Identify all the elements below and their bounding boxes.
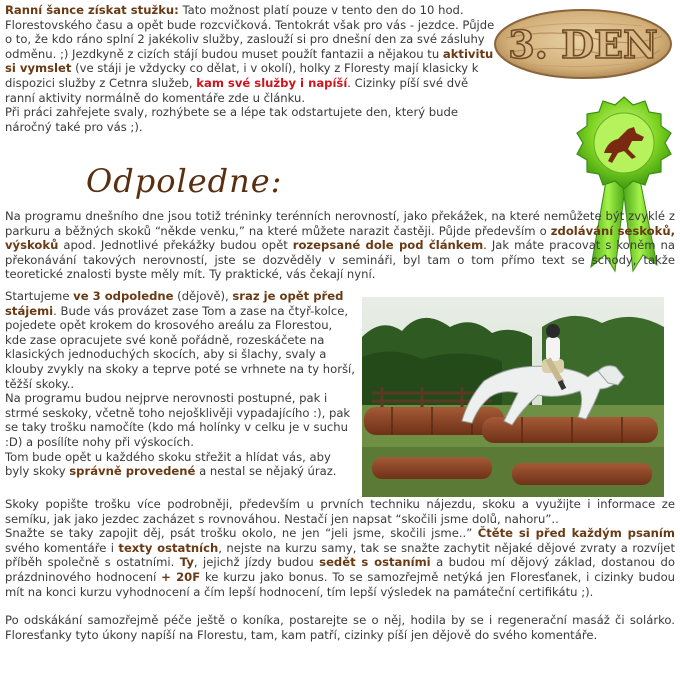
story-text: svého komentáře i — [5, 540, 119, 555]
wood-badge-icon — [492, 8, 674, 80]
day-badge — [492, 8, 674, 80]
tom-highlight: správně provedené — [69, 464, 196, 479]
start-text: . Bude vás provázet zase Tom a zase na čtyř-kolce, pojedete opět krokem do krosového areálu za Florestou, kde zase opracujete své koně pořádně, rozeskáčete na klasických jednoduchých skocích, aby si šlachy, svaly a klouby zvykly na skoky a teprve poté se vrhnete na ty horší, těžší skoky.. — [5, 303, 355, 391]
intro-paragraph — [5, 3, 497, 105]
story-text: , jejichž jízdy budou — [193, 555, 320, 570]
cross-country-horse-image — [362, 297, 664, 497]
left-column — [5, 289, 357, 479]
afternoon-highlight: rozepsané dole pod článkem — [292, 238, 484, 253]
story-text: ke kurzu jako bonus. To se samozřejmě netýká jen Floresťanek, i cizinky budou mít na konci kurzu vyhodnocení a čím lepší hodnocení, tím lepší výsledek na památeční certifikátu ;). — [5, 569, 676, 599]
afternoon-heading: Odpoledne: — [86, 162, 283, 200]
afternoon-section — [5, 209, 675, 282]
intro-paragraph-2: Při práci zahřejete svaly, rozhýbete se a lépe tak odstartujete den, který bude náročný také pro vás ;). — [5, 105, 458, 134]
meeting-point: sraz je opět před stájemi — [5, 289, 344, 318]
aftercare-paragraph: Po odskákání samozřejmě péče ještě o koníka, postarejte se o něj, hodila by se i regenerační masáž či solárko. Floresťanky tyto úkony napíší na Florestu, tam, kam patří, cizinky píší jen dějově do svého komentáře. — [5, 613, 675, 642]
afternoon-paragraph — [5, 209, 675, 282]
tom-paragraph — [5, 450, 357, 479]
afternoon-text: apod. Jednotlivé překážky budou opět — [58, 238, 293, 253]
story-paragraph — [5, 526, 675, 599]
intro-section — [5, 3, 497, 134]
horse-jump-photo — [362, 297, 664, 497]
start-text: (dějově), — [173, 289, 233, 303]
description-paragraph: Skoky popište trošku více podrobněji, především u prvních techniku nájezdu, skoku a využijte i informace ze semíku, jak jako jezdec zacházet s rovnováhou. Nestačí jen napsat “skočili jsme dolů, nahoru”.. — [5, 497, 675, 526]
story-text: a budou mí dějový základ, dostanou do prázdninového hodnocení — [5, 555, 675, 584]
story-highlight: texty ostatních — [118, 540, 219, 555]
story-highlight: sedět s ostaními — [319, 555, 431, 570]
afternoon-highlight: zdolávání seskoků, výskoků — [5, 223, 675, 253]
afternoon-text: Na programu dnešního dne jsou totiž tréninky terénních nerovností, jako překážek, na které nemůžete být zvyklé z parkuru a běžných skoků “někde venku,” na které můžete narazit častěji. Půjde především o — [5, 209, 675, 238]
intro-title: Ranní šance získat stužku: — [5, 3, 179, 17]
story-highlight: Čtěte si před každým psaním — [477, 526, 675, 541]
story-highlight: Ty — [179, 555, 194, 570]
bonus-highlight: + 20F — [161, 569, 201, 584]
intro-text: Tato možnost platí pouze v tento den do 10 hod. Florestovského času a opět bude rozcvičková. Tentokrát však pro vás - jezdce. Půjde o to, že kdo ráno splní 2 jakékoliv služby, zaslouží si pro dnešní den za své zásluhy odměnu. ;) Jezdkyně z cizích stájí budou muset použít fantazii a nějakou tu — [5, 3, 495, 61]
paragraph-gap — [5, 599, 675, 613]
start-text: Startujeme — [5, 289, 74, 303]
tom-text: a nestal se nějaký úraz. — [195, 464, 337, 479]
bottom-section — [5, 497, 675, 642]
start-time: ve 3 odpoledne — [73, 289, 174, 303]
intro-text: (ve stáji je vždycky co dělat, i v okolí), holky z Floresty mají klasicky k dispozici služby z Cetnra služeb, — [5, 61, 479, 90]
intro-highlight: aktivitu si vymslet — [5, 46, 494, 76]
story-text: Snažte se taky zapojit děj, psát trošku okolo, ne jen “jeli jsme, skočili jsme..” — [5, 526, 478, 541]
intro-text: . Cizinky píší své dvě ranní aktivity normálně do komentáře zde u článku. — [5, 75, 469, 105]
start-paragraph — [5, 289, 357, 391]
tom-text: Tom bude opět u každého skoku střežit a hlídat vás, aby byly skoky — [5, 449, 331, 479]
intro-red-highlight: kam své služby i napíší — [196, 75, 348, 90]
story-text: , nejste na kurzu samy, tak se snažte zachytit nějaké dějové zvraty a rozvíjet příběh společně s ostatními. — [5, 540, 675, 570]
program-paragraph: Na programu budou nejprve nerovnosti postupné, pak i strmé seskoky, včetně toho nejošklivěji vypadajícího :), pak se taky trošku namočíte (kdo má holínky v celku je v suchu :D) a posílíte nohy při výskocích. — [5, 391, 351, 449]
badge-label: 3. DEN — [508, 22, 658, 67]
afternoon-text: . Jak máte pracovat s koněm na překonávání takových nerovností, jste se dozvěděly v semináři, byl tam o tom přímo text se schody, takže teoretické znalosti byste měly mít. Ty praktické, vás čekají nyní. — [5, 238, 675, 282]
